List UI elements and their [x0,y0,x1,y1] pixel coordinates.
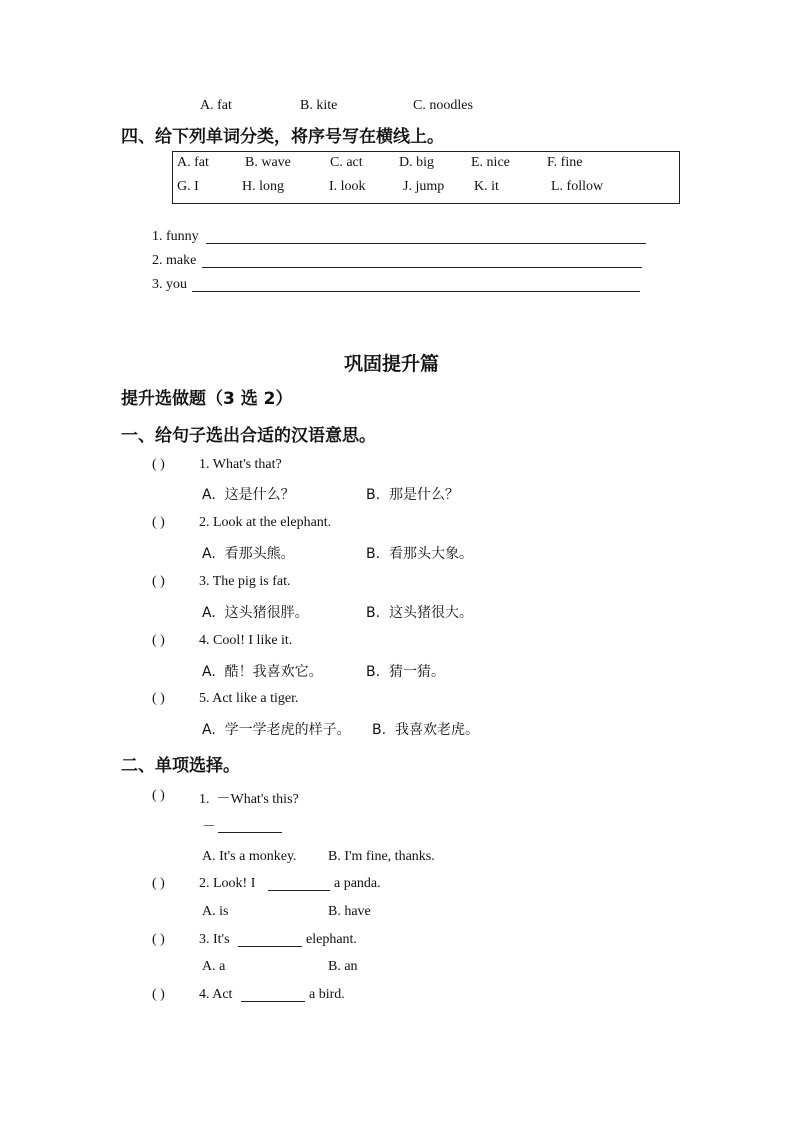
top-option-b: B. kite [300,98,338,113]
question-text: 3. It's [199,932,230,947]
fill-blank[interactable] [238,946,302,947]
question-text: 1. What's that? [199,457,282,472]
word-box-item: G. I [177,179,199,194]
word-box-item: A. fat [177,155,209,170]
word-box-item: K. it [474,179,499,194]
word-box-item: L. follow [551,179,604,194]
option-a: A. 这是什么？ [202,487,295,503]
option-a: A. 看那头熊。 [202,546,295,562]
question-text: elephant. [306,932,357,947]
word-box-item: J. jump [403,179,445,194]
classify-label-make: 2. make [152,253,197,268]
question-text: 5. Act like a tiger. [199,691,299,706]
question-text: 1. －What's this? [199,792,299,807]
answer-blank[interactable]: ( ) [152,932,165,947]
question-text: 4. Cool! I like it. [199,633,293,648]
section4-heading: 四、给下列单词分类，将序号写在横线上。 [121,127,444,147]
option-b: B. 猜一猜。 [366,664,445,680]
answer-blank[interactable]: ( ) [152,457,165,472]
part1-heading: 一、给句子选出合适的汉语意思。 [121,426,376,446]
option-b: B. I'm fine, thanks. [328,849,435,864]
top-option-c: C. noodles [413,98,473,113]
question-text: a panda. [334,876,381,891]
word-box-item: I. look [329,179,366,194]
option-b: B. have [328,904,371,919]
answer-line-funny[interactable] [206,243,646,244]
question-text: 2. Look at the elephant. [199,515,332,530]
fill-blank[interactable] [241,1001,305,1002]
option-b: B. 这头猪很大。 [366,605,473,621]
word-box-item: D. big [399,155,434,170]
question-text: a bird. [309,987,345,1002]
option-b: B. 那是什么？ [366,487,459,503]
option-a: A. is [202,904,229,919]
answer-line-you[interactable] [192,291,640,292]
word-box-item: B. wave [245,155,291,170]
option-a: A. 学一学老虎的样子。 [202,722,351,738]
option-a: A. 酷！我喜欢它。 [202,664,323,680]
answer-blank[interactable]: ( ) [152,633,165,648]
question-text: 4. Act [199,987,233,1002]
subtitle: 提升选做题（3 选 2） [121,389,293,409]
classify-label-you: 3. you [152,277,187,292]
answer-blank[interactable]: ( ) [152,876,165,891]
option-b: B. an [328,959,358,974]
answer-blank[interactable]: ( ) [152,691,165,706]
question-text: 2. Look! I [199,876,256,891]
answer-line-make[interactable] [202,267,642,268]
top-option-a: A. fat [200,98,232,113]
answer-dash: － [202,820,216,835]
option-b: B. 看那头大象。 [366,546,473,562]
option-a: A. It's a monkey. [202,849,297,864]
option-b: B. 我喜欢老虎。 [372,722,479,738]
answer-blank[interactable]: ( ) [152,574,165,589]
word-box-item: H. long [242,179,284,194]
answer-blank[interactable]: ( ) [152,515,165,530]
part2-heading: 二、单项选择。 [121,756,240,776]
classify-label-funny: 1. funny [152,229,199,244]
option-a: A. 这头猪很胖。 [202,605,309,621]
option-a: A. a [202,959,226,974]
answer-blank[interactable]: ( ) [152,788,165,803]
word-box-item: C. act [330,155,363,170]
page-title: 巩固提升篇 [344,353,440,375]
fill-blank[interactable] [268,890,330,891]
answer-blank[interactable]: ( ) [152,987,165,1002]
fill-blank[interactable] [218,832,282,833]
word-box-item: F. fine [547,155,583,170]
word-box-item: E. nice [471,155,510,170]
question-text: 3. The pig is fat. [199,574,291,589]
